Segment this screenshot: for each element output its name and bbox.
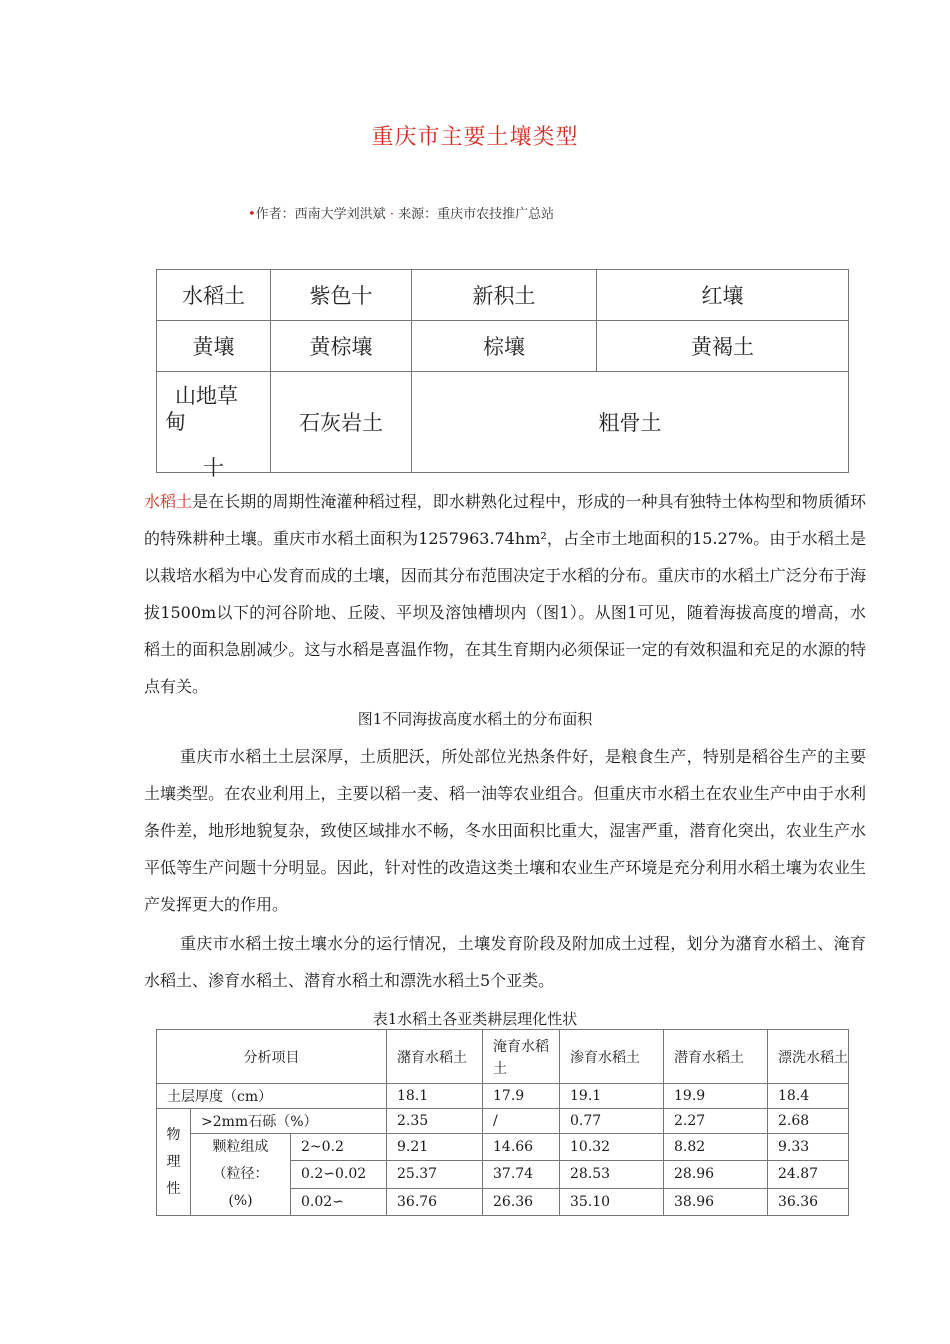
paragraph-usage: 重庆市水稻土土层深厚，土质肥沃，所处部位光热条件好，是粮食生产，特别是稻谷生产的主要土壤类型。在农业利用上，主要以稻一麦、稻一油等农业组合。但重庆市水稻土在农业生产中由于水利条件差，地形地貌复杂，致使区域排水不畅，冬水田面积比重大，湿害严重，潜育化突出，农业生产水平低等生产问题十分明显。因此，针对性的改造这类土壤和农业生产环境是充分利用水稻土壤为农业生产发挥更大的作用。: [144, 747, 866, 914]
soil-type-cell: 黄棕壤: [271, 321, 412, 372]
row-label: 土层厚度（cm）: [157, 1084, 387, 1109]
grain-range: 2~0.2: [291, 1134, 387, 1161]
figure-caption: 图1不同海拔高度水稻土的分布面积: [357, 710, 593, 728]
table-cell: 26.36: [483, 1188, 560, 1215]
table-header-row: [157, 1030, 849, 1084]
soil-type-cell: 黄褐土: [597, 321, 849, 372]
grain-composition-label: [191, 1134, 291, 1216]
soil-type-cell: 棕壤: [412, 321, 597, 372]
soil-type-cell: 红壤: [597, 270, 849, 321]
table-cell: 17.9: [483, 1084, 560, 1109]
physical-properties-label: [157, 1109, 191, 1216]
table-cell: 9.33: [768, 1134, 849, 1161]
vertical-char: 物: [166, 1126, 181, 1143]
table-cell: 14.66: [483, 1134, 560, 1161]
vertical-char: 性: [166, 1180, 181, 1197]
table-cell: 25.37: [387, 1161, 483, 1188]
highlight-term: 水稻土: [144, 492, 193, 511]
table-cell: 18.1: [387, 1084, 483, 1109]
properties-table: [156, 1029, 849, 1216]
table-cell: 38.96: [664, 1188, 768, 1215]
soil-type-cell: 黄壤: [157, 321, 271, 372]
grain-label-line: （粒径：: [212, 1166, 269, 1182]
vertical-char: 理: [166, 1153, 181, 1170]
soil-type-cell: 石灰岩土: [271, 372, 412, 473]
table-cell: 28.53: [560, 1161, 664, 1188]
table-row: [157, 1084, 849, 1109]
table-cell: 0.77: [560, 1109, 664, 1134]
table-cell: 2.27: [664, 1109, 768, 1134]
mountain-meadow-line: 甸: [165, 410, 186, 434]
table-cell: 35.10: [560, 1188, 664, 1215]
mountain-meadow-line: 十: [203, 456, 224, 480]
soil-type-cell: 新积土: [412, 270, 597, 321]
grain-label-line: (%): [228, 1193, 253, 1209]
header-analysis-item: 分析项目: [157, 1030, 387, 1084]
byline-separator: ·: [389, 207, 394, 222]
table-cell: /: [483, 1109, 560, 1134]
soil-type-cell: 紫色十: [271, 270, 412, 321]
table-cell: 24.87: [768, 1161, 849, 1188]
soil-types-row: [157, 372, 849, 473]
table-cell: 36.36: [768, 1188, 849, 1215]
soil-types-row: [157, 321, 849, 372]
header-cell: 潜育水稻土: [664, 1030, 768, 1084]
table-cell: 2.35: [387, 1109, 483, 1134]
table-row: [157, 1109, 849, 1134]
grain-label-line: 颗粒组成: [212, 1139, 269, 1155]
soil-type-cell: 水稻土: [157, 270, 271, 321]
header-cell: 潴育水稻土: [387, 1030, 483, 1084]
table-cell: 37.74: [483, 1161, 560, 1188]
table-cell: 10.32: [560, 1134, 664, 1161]
page-title: 重庆市主要土壤类型: [371, 125, 579, 150]
paragraph-subtypes: 重庆市水稻土按土壤水分的运行情况，土壤发育阶段及附加成土过程，划分为潴育水稻土、淹育水稻土、渗育水稻土、潜育水稻土和漂洗水稻土5个亚类。: [144, 934, 866, 990]
soil-type-cell-mountain-meadow: [157, 372, 271, 480]
paragraph-intro: [144, 483, 866, 705]
byline-bullet: •: [248, 207, 256, 222]
soil-types-table: [156, 269, 849, 480]
table-cell: 18.4: [768, 1084, 849, 1109]
table-cell: 36.76: [387, 1188, 483, 1215]
grain-range: 0.02∽: [291, 1188, 387, 1215]
header-cell: 淹育水稻土: [483, 1030, 560, 1084]
table-cell: 8.82: [664, 1134, 768, 1161]
byline-source: 来源：重庆市农技推广总站: [398, 207, 555, 222]
table-cell: 19.1: [560, 1084, 664, 1109]
table-caption: 表1水稻土各亚类耕层理化性状: [372, 1010, 578, 1028]
byline-author: 作者：西南大学刘洪斌: [255, 207, 386, 222]
soil-types-row: [157, 270, 849, 321]
mountain-meadow-line: 山地草: [175, 384, 238, 408]
header-cell: 渗育水稻土: [560, 1030, 664, 1084]
table-cell: 19.9: [664, 1084, 768, 1109]
header-cell: 漂洗水稻土: [768, 1030, 849, 1084]
paragraph-intro-text: 是在长期的周期性淹灌种稻过程，即水耕熟化过程中，形成的一种具有独特土体构型和物质循环的特殊耕种土壤。重庆市水稻土面积为1257963.74hm²，占全市土地面积的15.27%。由于水稻土是以栽培水稻为中心发育而成的土壤，因而其分布范围决定于水稻的分布。重庆市的水稻土广泛分布于海拔1500m以下的河谷阶地、丘陵、平坝及溶蚀槽坝内（图1）。从图1可见，随着海拔高度的增高，水稻土的面积急剧减少。这与水稻是喜温作物，在其生育期内必须保证一定的有效积温和充足的水源的特点有关。: [144, 492, 866, 696]
soil-type-cell: 粗骨土: [412, 372, 849, 473]
grain-range: 0.2∽0.02: [291, 1161, 387, 1188]
table-cell: 28.96: [664, 1161, 768, 1188]
byline: [248, 203, 554, 222]
table-cell: 9.21: [387, 1134, 483, 1161]
table-cell: 2.68: [768, 1109, 849, 1134]
table-row: [157, 1134, 849, 1161]
row-label: >2mm石砾（%）: [191, 1109, 387, 1134]
